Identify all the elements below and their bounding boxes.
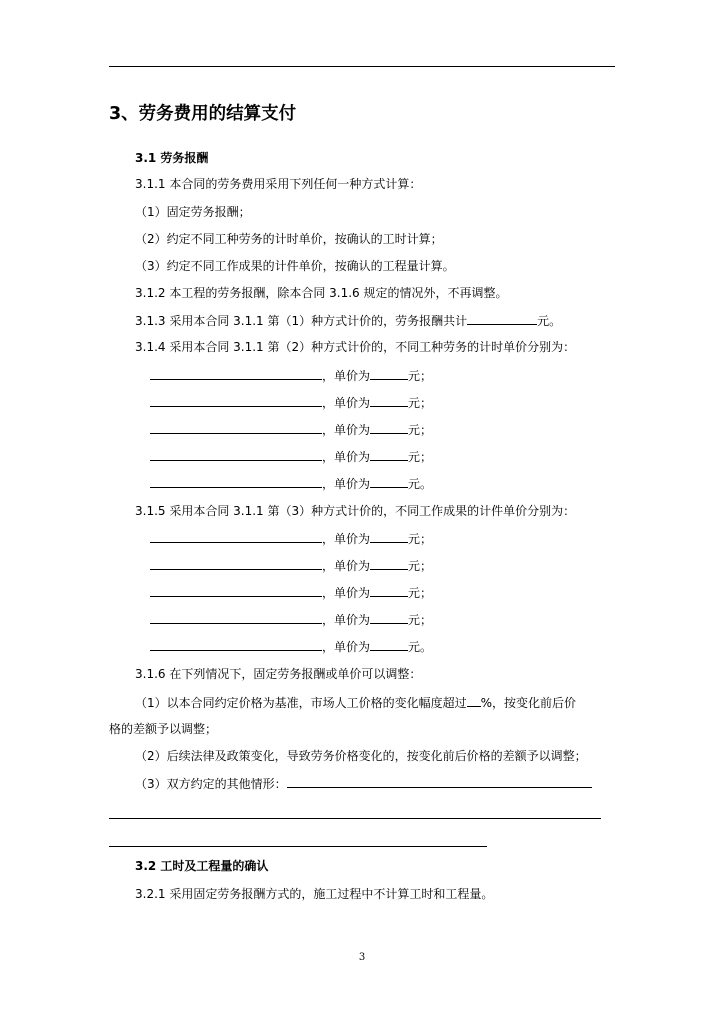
hourly-rate-row: [150, 366, 432, 385]
piece-rate-row: [150, 529, 432, 548]
price-blank[interactable]: [370, 556, 408, 570]
work-item-blank[interactable]: [150, 583, 322, 597]
clause-3-1-2: 3.1.2 本工程的劳务报酬，除本合同 3.1.6 规定的情况外，不再调整。: [135, 286, 508, 300]
other-circumstances-line-2[interactable]: [109, 818, 601, 819]
price-label: ，单价为: [322, 396, 371, 410]
option-2: （2）约定不同工种劳务的计时单价，按确认的工时计算；: [135, 232, 443, 246]
price-unit: 元；: [408, 613, 433, 627]
option-3: （3）约定不同工作成果的计件单价，按确认的工程量计算。: [135, 259, 455, 273]
adjustment-3: [135, 774, 592, 793]
work-item-blank[interactable]: [150, 529, 322, 543]
adjustment-1: [135, 693, 576, 712]
other-circumstances-line-3[interactable]: [109, 846, 487, 847]
price-label: ，单价为: [322, 450, 371, 464]
price-label: ，单价为: [322, 559, 371, 573]
price-unit: 元；: [408, 532, 433, 546]
price-blank[interactable]: [370, 393, 408, 407]
price-unit: 元；: [408, 450, 433, 464]
clause-3-1-6: 3.1.6 在下列情况下，固定劳务报酬或单价可以调整：: [135, 667, 422, 681]
price-label: ，单价为: [322, 423, 371, 437]
price-label: ，单价为: [322, 369, 371, 383]
hourly-rate-row: [150, 420, 432, 439]
piece-rate-row: [150, 637, 432, 656]
price-blank[interactable]: [370, 474, 408, 488]
clause-3-1-1: 3.1.1 本合同的劳务费用采用下列任何一种方式计算：: [135, 177, 422, 191]
trade-name-blank[interactable]: [150, 366, 322, 380]
price-label: ，单价为: [322, 640, 371, 654]
other-circumstances-blank[interactable]: [287, 774, 592, 788]
price-label: ，单价为: [322, 586, 371, 600]
clause-3-1-5: 3.1.5 采用本合同 3.1.1 第（3）种方式计价的，不同工作成果的计件单价分别为：: [135, 504, 576, 518]
hourly-rate-row: [150, 447, 432, 466]
adjustment-2: （2）后续法律及政策变化，导致劳务价格变化的，按变化前后价格的差额予以调整；: [135, 749, 587, 763]
subsection-title-3-1: 3.1 劳务报酬: [135, 151, 209, 165]
work-item-blank[interactable]: [150, 610, 322, 624]
adjustment-1-continued: 格的差额予以调整；: [109, 722, 218, 736]
clause-3-2-1: 3.2.1 采用固定劳务报酬方式的，施工过程中不计算工时和工程量。: [135, 887, 494, 901]
hourly-rate-row: [150, 393, 432, 412]
adjustment-3-text: （3）双方约定的其他情形：: [135, 777, 287, 791]
price-blank[interactable]: [370, 366, 408, 380]
percent-blank[interactable]: [467, 693, 481, 707]
price-blank[interactable]: [370, 529, 408, 543]
trade-name-blank[interactable]: [150, 420, 322, 434]
piece-rate-row: [150, 556, 432, 575]
price-unit: 元；: [408, 423, 433, 437]
price-unit: 元；: [408, 369, 433, 383]
price-unit: 元。: [408, 477, 433, 491]
price-unit: 元；: [408, 396, 433, 410]
price-blank[interactable]: [370, 637, 408, 651]
price-blank[interactable]: [370, 583, 408, 597]
section-heading: 3、劳务费用的结算支付: [109, 104, 297, 124]
total-amount-blank[interactable]: [467, 311, 537, 325]
trade-name-blank[interactable]: [150, 393, 322, 407]
price-unit: 元。: [408, 640, 433, 654]
clause-3-1-4: 3.1.4 采用本合同 3.1.1 第（2）种方式计价的，不同工种劳务的计时单价分别为：: [135, 340, 576, 354]
trade-name-blank[interactable]: [150, 447, 322, 461]
clause-3-1-3-unit: 元。: [537, 314, 562, 328]
adjustment-1-tail: %，按变化前后价: [480, 696, 577, 710]
price-blank[interactable]: [370, 420, 408, 434]
piece-rate-row: [150, 583, 432, 602]
price-unit: 元；: [408, 559, 433, 573]
clause-3-1-3-text: 3.1.3 采用本合同 3.1.1 第（1）种方式计价的，劳务报酬共计: [135, 314, 468, 328]
subsection-title-3-2: 3.2 工时及工程量的确认: [135, 859, 269, 873]
trade-name-blank[interactable]: [150, 474, 322, 488]
piece-rate-row: [150, 610, 432, 629]
hourly-rate-row: [150, 474, 432, 493]
page-number: 3: [358, 952, 366, 963]
price-unit: 元；: [408, 586, 433, 600]
work-item-blank[interactable]: [150, 556, 322, 570]
price-label: ，单价为: [322, 532, 371, 546]
price-label: ，单价为: [322, 477, 371, 491]
clause-3-1-3: [135, 311, 561, 330]
work-item-blank[interactable]: [150, 637, 322, 651]
price-label: ，单价为: [322, 613, 371, 627]
price-blank[interactable]: [370, 447, 408, 461]
adjustment-1-text: （1）以本合同约定价格为基准，市场人工价格的变化幅度超过: [135, 696, 467, 710]
option-1: （1）固定劳务报酬；: [135, 205, 251, 219]
price-blank[interactable]: [370, 610, 408, 624]
header-rule: [109, 66, 615, 67]
